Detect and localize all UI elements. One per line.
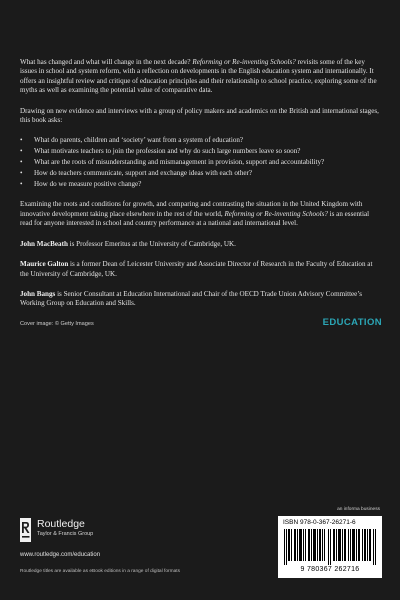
cover-credit: Cover image: © Getty Images	[20, 320, 94, 327]
author-bio-macbeath	[20, 240, 382, 249]
routledge-logo-icon	[20, 518, 31, 542]
ebook-note: Routledge titles are available as eBook editions in a range of digital formats	[20, 569, 180, 574]
intro-text-1: What has changed and what will change in the next decade?	[20, 58, 193, 66]
intro-text-2: revisits some of the key issues in school and system reform, with a reflection on developments in the English education system and internationally. It offers an insightful review and critique of education principles and their relationship to school practice, exploring some of the myths as well as examining the potential value of comparative data.	[20, 58, 377, 95]
barcode-number: 9 780367 262716	[300, 566, 360, 573]
barcode-box	[278, 516, 382, 578]
credit-row	[20, 318, 382, 332]
closing-paragraph	[20, 200, 382, 228]
author-bio-bangs	[20, 290, 382, 309]
barcode-icon	[284, 529, 376, 565]
closing-text-2: is an essential read for anyone interested in school and country performance at a national and international level.	[20, 209, 370, 228]
question-item: • What are the roots of misunderstanding and mismanagement in provision, support and accountability?	[20, 158, 382, 167]
question-item: • How do we measure positive change?	[20, 180, 382, 189]
publisher-website[interactable]: www.routledge.com/education	[20, 552, 101, 558]
informa-label: an informa business	[337, 507, 380, 512]
closing-title: Reforming or Re-inventing Schools?	[224, 209, 328, 218]
question-item: • How do teachers communicate, support and exchange ideas with each other?	[20, 169, 382, 178]
isbn-label: ISBN 978-0-367-26271-6	[283, 519, 356, 526]
asks-paragraph: Drawing on new evidence and interviews with a group of policy makers and academics on the British and international stages, this book asks:	[20, 106, 379, 125]
author-bio-galton	[20, 260, 382, 279]
intro-paragraph	[20, 58, 382, 96]
author-bio-text: is a former Dean of Leicester University and Associate Director of Research in the Faculty of Education at the University of Cambridge, UK.	[20, 260, 373, 278]
publisher-name: Routledge	[37, 518, 85, 530]
author-name: John MacBeath	[20, 239, 68, 248]
closing-text-1: Examining the roots and conditions for growth, and comparing and contrasting the situation in the United Kingdom with innovative development taking place elsewhere in the rest of the world,	[20, 200, 363, 218]
author-name: John Bangs	[20, 289, 56, 298]
subject-label: EDUCATION	[322, 316, 382, 328]
intro-title: Reforming or Re-inventing Schools?	[192, 58, 296, 66]
question-item: • What motivates teachers to join the profession and why do such large numbers leave so soon?	[20, 147, 382, 156]
publisher-group: Taylor & Francis Group	[37, 531, 94, 537]
question-list	[20, 136, 382, 189]
author-bio-text: is Senior Consultant at Education International and Chair of the OECD Trade Union Advisory Committee’s Working Group on Education and Skills.	[20, 289, 363, 308]
question-item: • What do parents, children and ‘society’ want from a system of education?	[20, 136, 382, 145]
blurb	[20, 58, 382, 332]
author-name: Maurice Galton	[20, 260, 69, 269]
author-bio-text: is Professor Emeritus at the University of Cambridge, UK.	[67, 239, 236, 248]
